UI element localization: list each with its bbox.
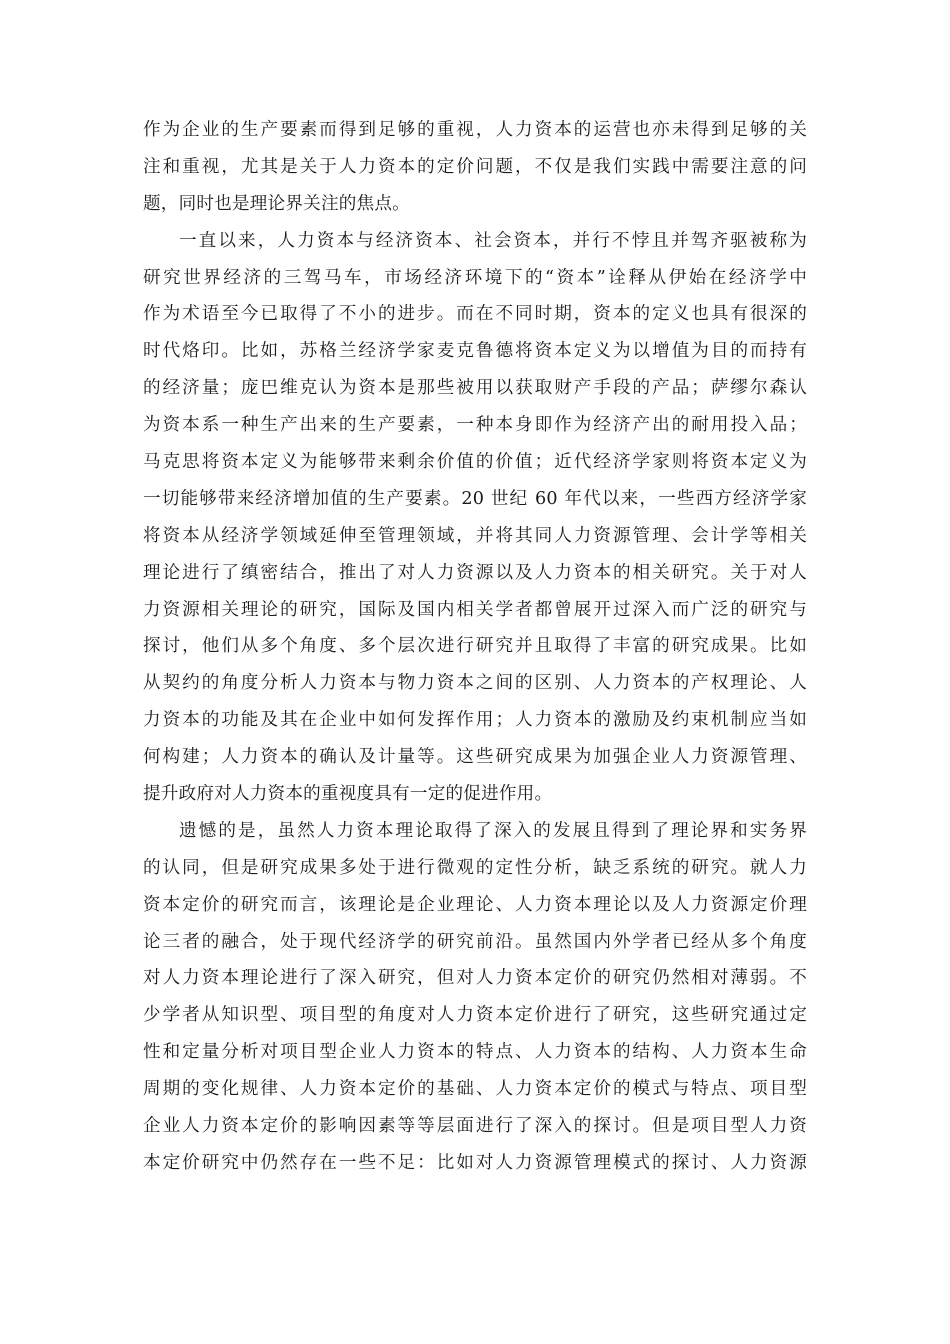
text-line: 一切能够带来经济增加值的生产要素。20 世纪 60 年代以来，一些西方经济学家 bbox=[143, 488, 807, 509]
text-line: 力资本的功能及其在企业中如何发挥作用；人力资本的激励及约束机制应当如 bbox=[143, 710, 807, 731]
text-line: 论三者的融合，处于现代经济学的研究前沿。虽然国内外学者已经从多个角度 bbox=[143, 931, 807, 952]
text-line: 研究世界经济的三驾马车，市场经济环境下的“资本”诠释从伊始在经济学中 bbox=[143, 267, 807, 288]
text-line: 理论进行了缜密结合，推出了对人力资源以及人力资本的相关研究。关于对人 bbox=[143, 562, 807, 583]
text-line: 探讨，他们从多个角度、多个层次进行研究并且取得了丰富的研究成果。比如 bbox=[143, 636, 807, 657]
text-line: 力资源相关理论的研究，国际及国内相关学者都曾展开过深入而广泛的研究与 bbox=[143, 599, 807, 620]
text-line: 注和重视，尤其是关于人力资本的定价问题，不仅是我们实践中需要注意的问 bbox=[143, 156, 807, 177]
text-line: 性和定量分析对项目型企业人力资本的特点、人力资本的结构、人力资本生命 bbox=[143, 1042, 807, 1063]
text-line: 提升政府对人力资本的重视度具有一定的促进作用。 bbox=[143, 784, 553, 805]
paragraph bbox=[143, 223, 807, 813]
text-line: 企业人力资本定价的影响因素等等层面进行了深入的探讨。但是项目型人力资 bbox=[143, 1116, 807, 1137]
text-line: 作为企业的生产要素而得到足够的重视，人力资本的运营也亦未得到足够的关 bbox=[143, 120, 807, 140]
text-line: 题，同时也是理论界关注的焦点。 bbox=[143, 193, 410, 214]
text-line: 资本定价的研究而言，该理论是企业理论、人力资本理论以及人力资源定价理 bbox=[143, 894, 807, 915]
text-line: 遗憾的是，虽然人力资本理论取得了深入的发展且得到了理论界和实务界 bbox=[179, 820, 807, 841]
text-line: 马克思将资本定义为能够带来剩余价值的价值；近代经济学家则将资本定义为 bbox=[143, 452, 807, 473]
text-line: 对人力资本理论进行了深入研究，但对人力资本定价的研究仍然相对薄弱。不 bbox=[143, 968, 807, 989]
text-line: 何构建；人力资本的确认及计量等。这些研究成果为加强企业人力资源管理、 bbox=[143, 747, 807, 768]
text-line: 为资本系一种生产出来的生产要素，一种本身即作为经济产出的耐用投入品； bbox=[143, 415, 807, 436]
text-line: 的认同，但是研究成果多处于进行微观的定性分析，缺乏系统的研究。就人力 bbox=[143, 857, 807, 878]
paragraph bbox=[143, 813, 807, 1182]
text-line: 的经济量；庞巴维克认为资本是那些被用以获取财产手段的产品；萨缪尔森认 bbox=[143, 378, 807, 399]
text-line: 将资本从经济学领域延伸至管理领域，并将其同人力资源管理、会计学等相关 bbox=[143, 525, 807, 546]
text-line: 时代烙印。比如，苏格兰经济学家麦克鲁德将资本定义为以增值为目的而持有 bbox=[143, 341, 807, 362]
text-line: 作为术语至今已取得了不小的进步。而在不同时期，资本的定义也具有很深的 bbox=[143, 304, 807, 325]
text-line: 周期的变化规律、人力资本定价的基础、人力资本定价的模式与特点、项目型 bbox=[143, 1079, 807, 1100]
text-line: 少学者从知识型、项目型的角度对人力资本定价进行了研究，这些研究通过定 bbox=[143, 1005, 807, 1026]
paragraph bbox=[143, 112, 807, 223]
text-line: 一直以来，人力资本与经济资本、社会资本，并行不悖且并驾齐驱被称为 bbox=[179, 230, 807, 251]
text-line: 本定价研究中仍然存在一些不足：比如对人力资源管理模式的探讨、人力资源 bbox=[143, 1152, 807, 1173]
body-text bbox=[143, 112, 807, 1182]
text-line: 从契约的角度分析人力资本与物力资本之间的区别、人力资本的产权理论、人 bbox=[143, 673, 807, 694]
